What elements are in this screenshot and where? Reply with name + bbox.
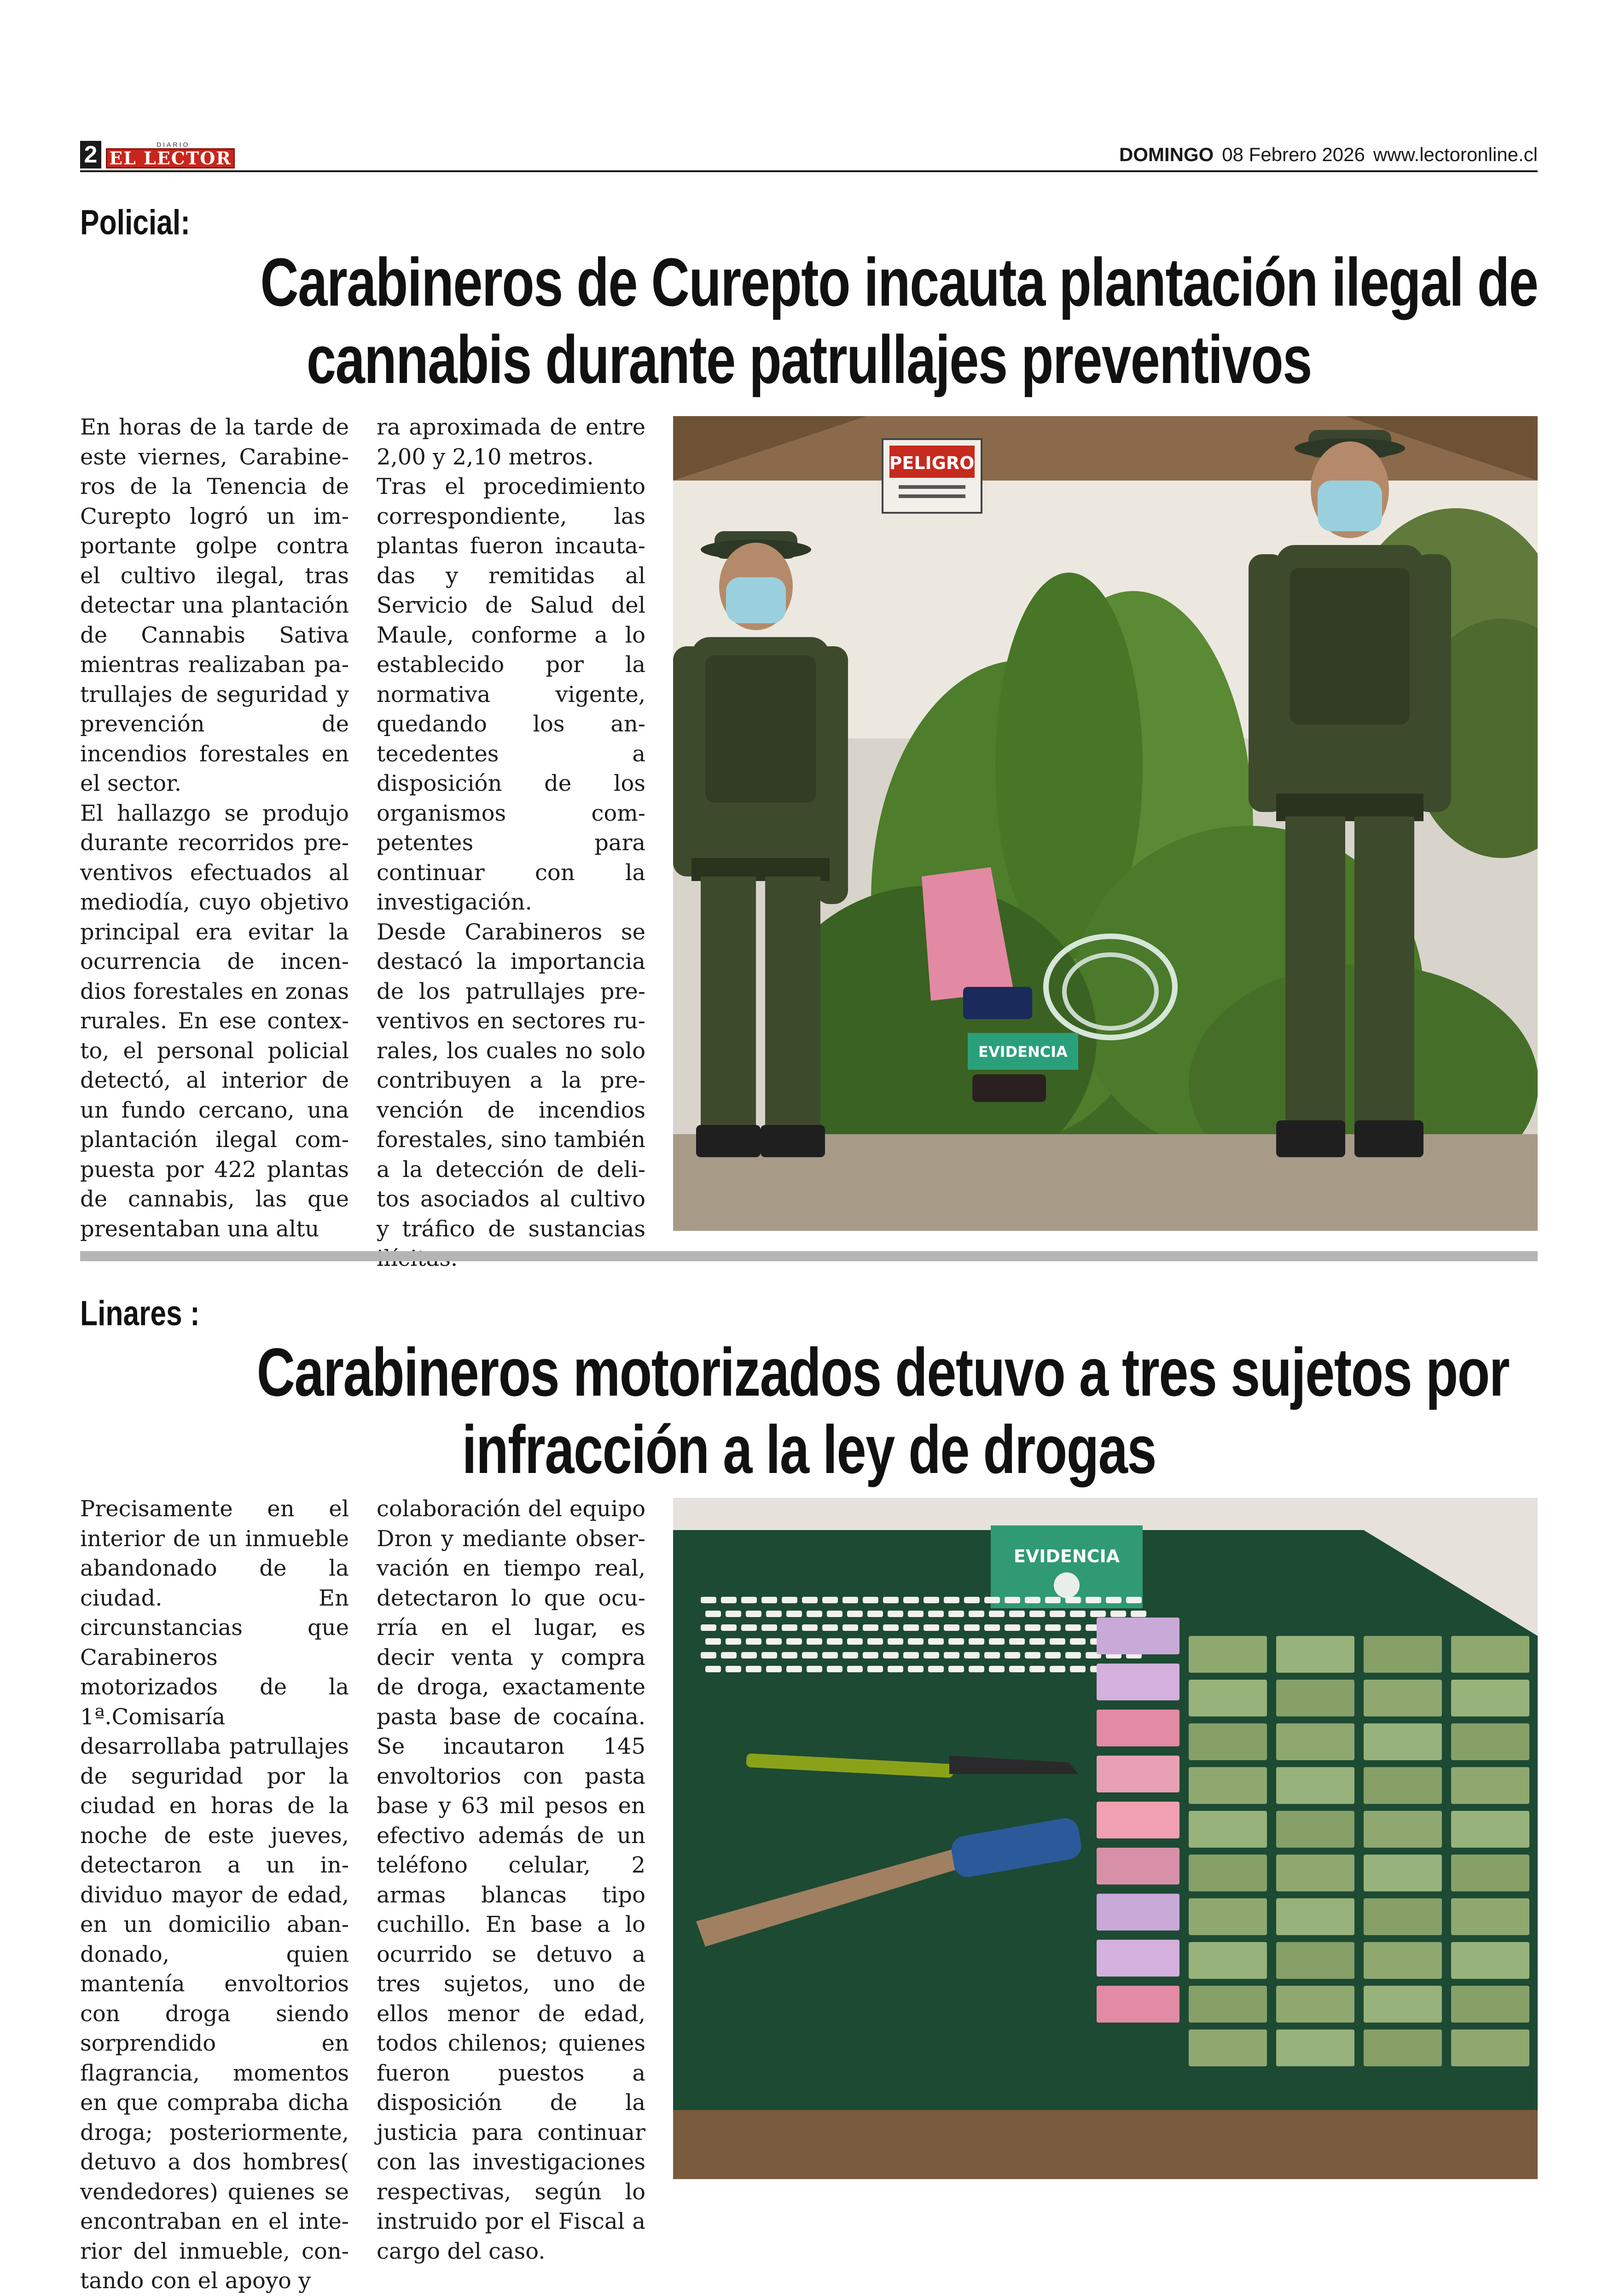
drug-packet bbox=[1009, 1611, 1025, 1617]
drug-packet bbox=[888, 1666, 903, 1672]
drug-packet bbox=[883, 1597, 899, 1603]
banknote-1000 bbox=[1276, 1898, 1354, 1935]
article2-headline bbox=[80, 1334, 1538, 1489]
drug-packet bbox=[807, 1666, 822, 1672]
drug-packet bbox=[761, 1597, 777, 1603]
banknote-1000 bbox=[1451, 1986, 1529, 2023]
drug-packet bbox=[1050, 1611, 1065, 1617]
drug-packet bbox=[746, 1666, 761, 1672]
article1-paragraph: ra aproximada de entre 2,00 y 2,10 metros. bbox=[377, 414, 645, 470]
banknote-colored bbox=[1097, 1756, 1179, 1792]
drug-packet bbox=[766, 1611, 782, 1617]
banknote-1000 bbox=[1451, 1898, 1529, 1935]
drug-packet bbox=[827, 1611, 842, 1617]
banknote-colored bbox=[1097, 1710, 1179, 1746]
drug-packet bbox=[741, 1597, 757, 1603]
drug-packet bbox=[802, 1597, 818, 1603]
drug-packet bbox=[1025, 1624, 1040, 1631]
drug-packet bbox=[786, 1611, 802, 1617]
drug-packet bbox=[969, 1666, 984, 1672]
banknote-1000 bbox=[1189, 1680, 1267, 1716]
drug-packet bbox=[928, 1638, 944, 1645]
drug-packet bbox=[1045, 1597, 1061, 1603]
drug-packet bbox=[1126, 1597, 1142, 1603]
banknote-1000 bbox=[1189, 1636, 1267, 1673]
drug-packet bbox=[948, 1611, 964, 1617]
equipment bbox=[963, 987, 1032, 1019]
masthead-title: EL LECTOR bbox=[106, 148, 235, 168]
article2-photo bbox=[673, 1498, 1538, 2179]
article1-paragraph: Tras el procedimiento correspondiente, las plantas fueron incautadas y remitidas al Servicio de Salud del Maule, conforme a lo establecido por la normativa vigente, quedando los antecedentes a disposición de los organismos competentes para continuar con la investigación. bbox=[377, 474, 645, 915]
drug-packet bbox=[867, 1638, 883, 1645]
banknote-1000 bbox=[1451, 2029, 1529, 2066]
drug-packet bbox=[726, 1638, 741, 1645]
banknote-1000 bbox=[1276, 1680, 1354, 1716]
drug-packet bbox=[782, 1624, 797, 1631]
drug-packet bbox=[822, 1597, 838, 1603]
banknote-1000 bbox=[1189, 1855, 1267, 1891]
drug-packet bbox=[1045, 1652, 1061, 1658]
banknote-colored bbox=[1097, 1664, 1179, 1700]
masthead-small-text: DIARIO bbox=[157, 141, 190, 148]
banknote-1000 bbox=[1276, 1767, 1354, 1804]
drug-packet bbox=[984, 1597, 1000, 1603]
drug-packet bbox=[984, 1624, 1000, 1631]
drug-packet bbox=[944, 1597, 959, 1603]
article2-headline-line2: infracción a la ley de drogas bbox=[462, 1412, 1156, 1488]
drug-packet bbox=[888, 1611, 903, 1617]
drug-packet bbox=[802, 1652, 818, 1658]
peligro-sign bbox=[883, 439, 982, 513]
banknote-1000 bbox=[1189, 1898, 1267, 1935]
drug-packet bbox=[705, 1666, 721, 1672]
drug-packet bbox=[944, 1652, 959, 1658]
drug-packet bbox=[969, 1638, 984, 1645]
banknote-colored bbox=[1097, 1894, 1179, 1931]
drug-packet bbox=[1005, 1624, 1020, 1631]
banknote-1000 bbox=[1451, 1767, 1529, 1804]
drug-packet bbox=[948, 1666, 964, 1672]
banknote-1000 bbox=[1364, 2029, 1442, 2066]
drug-packet bbox=[863, 1624, 878, 1631]
drug-packet bbox=[888, 1638, 903, 1645]
drug-packet bbox=[903, 1624, 919, 1631]
drug-packet bbox=[807, 1611, 822, 1617]
article2-column-2 bbox=[377, 1494, 645, 2266]
banknote-1000 bbox=[1364, 1811, 1442, 1848]
banknote-1000 bbox=[1189, 1723, 1267, 1760]
drug-packet bbox=[1106, 1597, 1121, 1603]
drug-packet bbox=[1065, 1624, 1081, 1631]
banknote-1000 bbox=[1364, 1986, 1442, 2023]
banknote-1000 bbox=[1189, 1811, 1267, 1848]
drug-packet bbox=[984, 1652, 1000, 1658]
drug-packet bbox=[701, 1652, 716, 1658]
banknote-1000 bbox=[1451, 1811, 1529, 1848]
banknote-1000 bbox=[1276, 1855, 1354, 1891]
drug-packet bbox=[721, 1624, 737, 1631]
drug-packet bbox=[782, 1652, 797, 1658]
drug-packet bbox=[701, 1597, 716, 1603]
article1-paragraph: En horas de la tarde de este viernes, Carabineros de la Tenencia de Curepto logró un importante golpe contra el cultivo ilegal, tras detectar una plantación de Cannabis Sativa mientras realizaban patrullajes de seguridad y prevención de incendios forestales en el sector. bbox=[80, 414, 349, 796]
drug-packet bbox=[989, 1611, 1005, 1617]
banknote-1000 bbox=[1451, 1636, 1529, 1673]
drug-packet bbox=[964, 1597, 980, 1603]
drug-packet bbox=[807, 1638, 822, 1645]
banknote-1000 bbox=[1189, 1986, 1267, 2023]
drug-packet bbox=[1045, 1624, 1061, 1631]
banknote-1000 bbox=[1364, 1680, 1442, 1716]
drug-packet bbox=[1050, 1638, 1065, 1645]
article1-headline bbox=[80, 244, 1538, 399]
drug-packet bbox=[701, 1624, 716, 1631]
drug-packet bbox=[989, 1638, 1005, 1645]
drug-packet bbox=[969, 1611, 984, 1617]
drug-packet bbox=[1029, 1611, 1045, 1617]
banknote-1000 bbox=[1364, 1942, 1442, 1979]
drug-packet bbox=[746, 1611, 761, 1617]
drug-packet bbox=[726, 1611, 741, 1617]
article1-paragraph: Desde Carabineros se destacó la importancia de los patrullajes preventivos en sectores rurales, los cuales no solo contribuyen a la prevención de incendios forestales, sino también a la detección de delitos asociados al cultivo y tráfico de sustancias bbox=[377, 919, 645, 1242]
drug-packet bbox=[1070, 1638, 1086, 1645]
drug-packet bbox=[1005, 1652, 1020, 1658]
drug-packet bbox=[944, 1624, 959, 1631]
article1-headline-line2: cannabis durante patrullajes preventivos bbox=[306, 322, 1312, 398]
masthead-logo bbox=[106, 141, 235, 168]
drug-packet bbox=[867, 1666, 883, 1672]
drug-packet bbox=[964, 1624, 980, 1631]
article2-paragraph: colaboración del equipo Dron y mediante observación en tiempo real, detectaron lo que ocurría en el lugar, es decir venta y compra de droga, exactamente pasta base de cocaína. Se incautaron 145 envoltorios con pasta base y 63 mil pesos en efectivo además de un teléfono celular, 2 armas blancas tipo cuchillo. En base a lo ocurrido se detuvo a tres sujetos, uno de ellos menor de edad, todos chilenos; quienes fueron puestos a disposición de la justicia para continuar con las investigaciones respectivas, según lo instruido por el Fiscal a cargo del caso. bbox=[377, 1496, 645, 2264]
banknote-1000 bbox=[1364, 1767, 1442, 1804]
drug-packet bbox=[1009, 1666, 1025, 1672]
drug-packet bbox=[705, 1638, 721, 1645]
page-number: 2 bbox=[80, 141, 101, 168]
drug-packet bbox=[863, 1597, 878, 1603]
banknote-1000 bbox=[1189, 2029, 1267, 2066]
drug-packet bbox=[705, 1611, 721, 1617]
drug-packet bbox=[827, 1638, 842, 1645]
banknote-1000 bbox=[1276, 1723, 1354, 1760]
drug-packet bbox=[822, 1624, 838, 1631]
dateline bbox=[1111, 144, 1538, 166]
drug-packet bbox=[1070, 1666, 1086, 1672]
drug-packet bbox=[1070, 1611, 1086, 1617]
banknote-colored bbox=[1097, 1986, 1179, 2023]
banknote-colored bbox=[1097, 1848, 1179, 1884]
drug-packet bbox=[1065, 1597, 1081, 1603]
drug-packet bbox=[827, 1666, 842, 1672]
evidencia-label-2 bbox=[991, 1525, 1143, 1608]
evidencia-label-1 bbox=[968, 1033, 1078, 1070]
drug-packet bbox=[903, 1597, 919, 1603]
drug-packet bbox=[766, 1666, 782, 1672]
drug-packet bbox=[721, 1597, 737, 1603]
header-rule bbox=[80, 170, 1538, 172]
section-divider bbox=[80, 1251, 1538, 1261]
drug-packet bbox=[867, 1611, 883, 1617]
drug-packet bbox=[746, 1638, 761, 1645]
article1-paragraph: El hallazgo se produjo durante recorridos preventivos efectuados al mediodía, cuyo objetivo principal era evitar la ocurrencia de incendios forestales en zonas rurales. En ese contexto, el personal policial detectó, al interior de un fundo cercano, una plantación ilegal compuesta por 422 plantas de cannabis, las que presentaban una altu bbox=[80, 800, 349, 1242]
drug-packet bbox=[822, 1652, 838, 1658]
drug-packet bbox=[741, 1652, 757, 1658]
banknote-1000 bbox=[1189, 1767, 1267, 1804]
article2-headline-line1: Carabineros motorizados detuvo a tres sujetos por bbox=[256, 1334, 1510, 1410]
article2-kicker: Linares : bbox=[80, 1294, 200, 1333]
drug-packet bbox=[847, 1638, 863, 1645]
drug-packet bbox=[741, 1624, 757, 1631]
drug-packet bbox=[1025, 1652, 1040, 1658]
drug-packet bbox=[908, 1611, 924, 1617]
article2-column-1 bbox=[80, 1494, 349, 2296]
drug-packet bbox=[1050, 1666, 1065, 1672]
article1-column-2 bbox=[377, 412, 645, 1274]
drug-packet bbox=[964, 1652, 980, 1658]
evidencia-label-1-text: EVIDENCIA bbox=[978, 1043, 1068, 1061]
drug-packet bbox=[782, 1597, 797, 1603]
drug-packet bbox=[1110, 1611, 1126, 1617]
banknote-1000 bbox=[1276, 1811, 1354, 1848]
banknote-1000 bbox=[1364, 1898, 1442, 1935]
drug-packet bbox=[928, 1666, 944, 1672]
peligro-sign-text: PELIGRO bbox=[889, 453, 975, 473]
drug-packet bbox=[842, 1624, 858, 1631]
drug-packet bbox=[903, 1652, 919, 1658]
drug-packet bbox=[908, 1666, 924, 1672]
banknote-1000 bbox=[1276, 2029, 1354, 2066]
drug-packet bbox=[786, 1638, 802, 1645]
drug-packet bbox=[1009, 1638, 1025, 1645]
banknote-1000 bbox=[1364, 1723, 1442, 1760]
drug-packet bbox=[928, 1611, 944, 1617]
article1-kicker: Policial: bbox=[80, 203, 190, 242]
drug-packet bbox=[948, 1638, 964, 1645]
drug-packet bbox=[924, 1597, 939, 1603]
dateline-date: 08 Febrero 2026 bbox=[1222, 144, 1365, 165]
drug-packet bbox=[1065, 1652, 1081, 1658]
banknote-1000 bbox=[1189, 1942, 1267, 1979]
drug-packet bbox=[1086, 1597, 1101, 1603]
banknote-1000 bbox=[1451, 1942, 1529, 1979]
drug-packet bbox=[847, 1666, 863, 1672]
banknote-1000 bbox=[1276, 1636, 1354, 1673]
drug-packet bbox=[842, 1652, 858, 1658]
banknote-1000 bbox=[1451, 1680, 1529, 1716]
banknote-1000 bbox=[1451, 1855, 1529, 1891]
drug-packet bbox=[766, 1638, 782, 1645]
article1-photo bbox=[673, 416, 1538, 1231]
drug-packet bbox=[924, 1624, 939, 1631]
banknote-1000 bbox=[1276, 1986, 1354, 2023]
drug-packet bbox=[883, 1652, 899, 1658]
drug-packet bbox=[1029, 1638, 1045, 1645]
banknote-colored bbox=[1097, 1618, 1179, 1654]
drug-packet bbox=[847, 1611, 863, 1617]
drug-packet bbox=[924, 1652, 939, 1658]
drug-packet bbox=[1005, 1597, 1020, 1603]
drug-packet bbox=[908, 1638, 924, 1645]
article1-headline-line1: Carabineros de Curepto incauta plantación ilegal de bbox=[260, 244, 1538, 320]
drug-packet bbox=[726, 1666, 741, 1672]
banknote-1000 bbox=[1451, 1723, 1529, 1760]
drug-packet bbox=[1090, 1611, 1106, 1617]
drug-packet bbox=[1029, 1666, 1045, 1672]
drug-packet bbox=[761, 1624, 777, 1631]
drug-packet bbox=[1131, 1611, 1146, 1617]
drug-packet bbox=[761, 1652, 777, 1658]
article2-paragraph: Precisamente en el interior de un inmueble abandonado de la ciudad. En circunstancias que Carabineros motorizados de la 1ª.Comisaría desarrollaba patrullajes de seguridad por la ciudad en horas de la noche de este jueves, detectaron a un individuo mayor de edad, en un domicilio abandonado, quien mantenía envoltorios con droga siendo sorprendido en flagrancia, momentos en que compraba dicha droga; posteriormente, detuvo a dos hombres( vendedores) quienes se encontraban en el interior del inmueble, contando con el apoyo y bbox=[80, 1496, 349, 2294]
drug-packet bbox=[883, 1624, 899, 1631]
dateline-day: DOMINGO bbox=[1119, 144, 1214, 165]
banknote-1000 bbox=[1276, 1942, 1354, 1979]
drug-packet bbox=[863, 1652, 878, 1658]
banknote-colored bbox=[1097, 1940, 1179, 1977]
banknote-1000 bbox=[1364, 1855, 1442, 1891]
website-link[interactable]: www.lectoronline.cl bbox=[1373, 144, 1538, 165]
banknote-colored bbox=[1097, 1802, 1179, 1838]
evidencia-label-2-text: EVIDENCIA bbox=[1013, 1546, 1120, 1566]
drug-packet bbox=[786, 1666, 802, 1672]
article1-column-1 bbox=[80, 412, 349, 1244]
drug-packet bbox=[1025, 1597, 1040, 1603]
banknote-1000 bbox=[1364, 1636, 1442, 1673]
drug-packet bbox=[989, 1666, 1005, 1672]
drug-packet bbox=[842, 1597, 858, 1603]
drug-packet bbox=[802, 1624, 818, 1631]
drug-packet bbox=[721, 1652, 737, 1658]
